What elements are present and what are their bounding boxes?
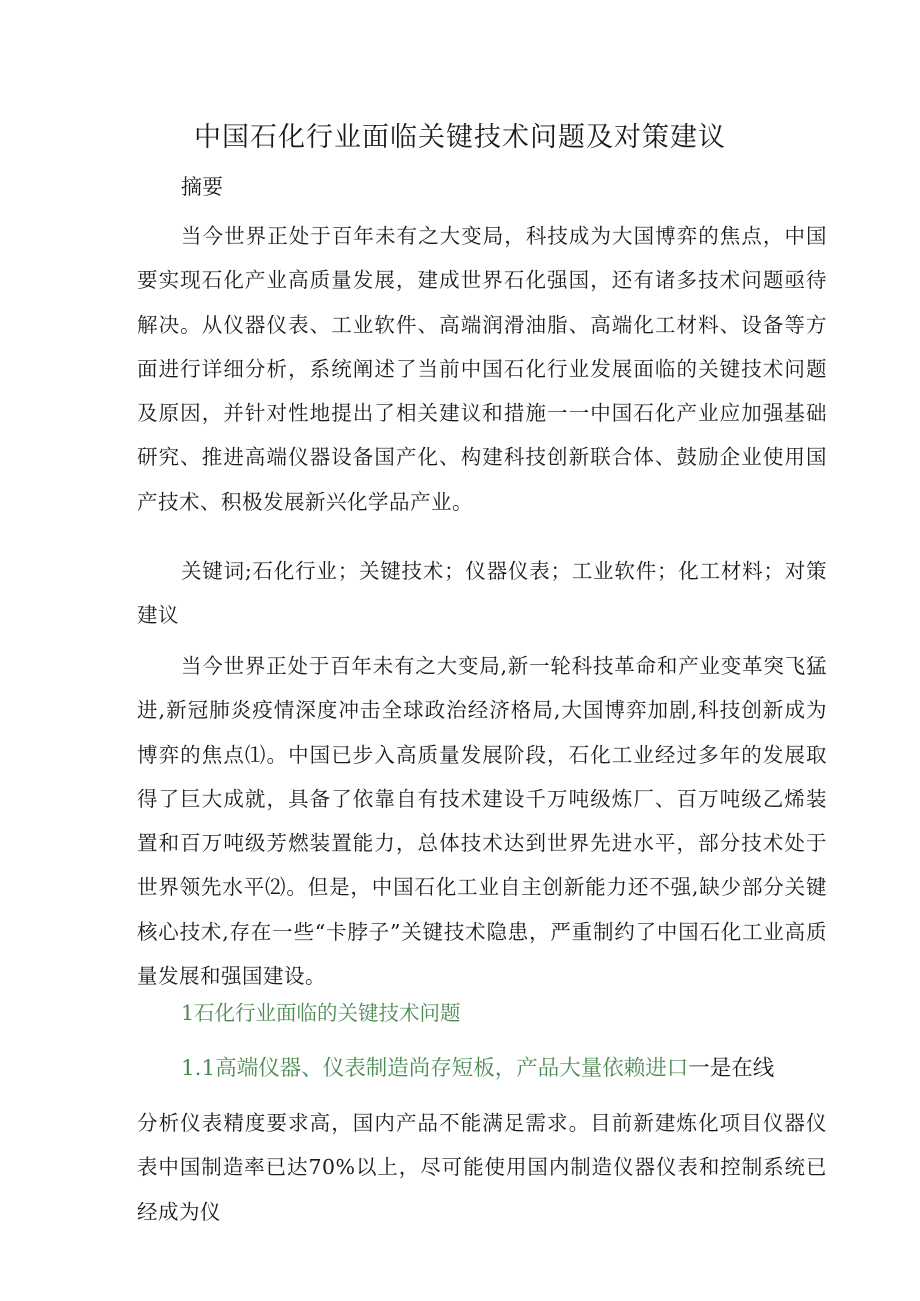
document-title: 中国石化行业面临关键技术问题及对策建议 <box>194 122 726 153</box>
section-1-1-heading-line <box>181 1054 774 1084</box>
section-1-1-paragraph: 分析仪表精度要求高，国内产品不能满足需求。目前新建炼化项目仪器仪表中国制造率已达70%以上，尽可能使用国内制造仪器仪表和控制系统已经成为仪 <box>137 1111 827 1224</box>
keywords-paragraph: 关键词;石化行业；关键技术；仪器仪表；工业软件；化工材料；对策建议 <box>137 559 827 628</box>
intro-paragraph: 当今世界正处于百年未有之大变局,新一轮科技革命和产业变革突飞猛进,新冠肺炎疫情深度冲击全球政治经济格局,大国博弈加剧,科技创新成为博弈的焦点⑴。中国已步入高质量发展阶段，石化工业经过多年的发展取得了巨大成就，具备了依靠自有技术建设千万吨级炼厂、百万吨级乙烯装置和百万吨级芳燃装置能力，总体技术达到世界先进水平，部分技术处于世界领先水平⑵。但是，中国石化工业自主创新能力还不强,缺少部分关键核心技术,存在一些“卡脖子”关键技术隐患，严重制约了中国石化工业高质量发展和强国建设。 <box>137 654 827 989</box>
abstract-label: 摘要 <box>181 175 223 199</box>
section-1-1-heading: 1.1高端仪器、仪表制造尚存短板，产品大量依赖进口 <box>181 1056 689 1081</box>
abstract-paragraph: 当今世界正处于百年未有之大变局，科技成为大国博弈的焦点，中国要实现石化产业高质量发展，建成世界石化强国，还有诸多技术问题亟待解决。从仪器仪表、工业软件、高端润滑油脂、高端化工材料、设备等方面进行详细分析，系统阐述了当前中国石化行业发展面临的关键技术问题及原因，并针对性地提出了相关建议和措施一一中国石化产业应加强基础研究、推进高端仪器设备国产化、构建科技创新联合体、鼓励企业使用国产技术、积极发展新兴化学品产业。 <box>137 224 827 514</box>
section-1-heading: 1石化行业面临的关键技术问题 <box>181 1001 461 1025</box>
section-1-1-lead: 一是在线 <box>688 1056 775 1081</box>
